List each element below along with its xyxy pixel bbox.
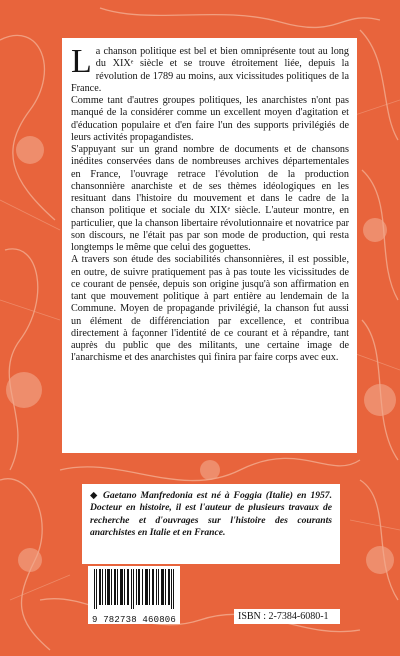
author-bio-panel	[82, 484, 340, 564]
barcode	[88, 566, 180, 624]
barcode-bars-icon	[92, 569, 176, 609]
isbn-label: ISBN : 2-7384-6080-1	[234, 609, 340, 624]
drop-cap: L	[71, 43, 92, 80]
author-bio-text: Gaetano Manfredonia est né à Foggia (Italie) en 1957. Docteur en histoire, il est l'auteur de plusieurs travaux de recherche et d'ouvrages sur l'histoire des courants anarchistes en Italie et en France.	[90, 490, 332, 539]
diamond-bullet-icon: ◆	[90, 490, 99, 501]
blurb-paragraph-2: Comme tant d'autres groupes politiques, les anarchistes n'ont pas manqué de la considérer comme un excellent moyen d'agitation et d'éducation populaire et d'en faire l'un des supports privilégiés de leurs activités propagandistes.	[71, 95, 349, 143]
barcode-number: 9 782738 460806	[92, 615, 177, 625]
blurb-paragraph-1	[71, 43, 349, 95]
blurb-paragraph-3: S'appuyant sur un grand nombre de documents et de chansons inédites conservées dans de nombreuses archives départementales en France, l'ouvrage retrace l'évolution de la production chansonnière anarchiste et de ses thèmes idéologiques en les resituant dans l'histoire du mouvement et dans le cadre de la chanson politique et sociale du XIXᵉ siècle. L'auteur montre, en particulier, que la chanson libertaire révolutionnaire et novatrice par son discours, ne l'était pas par son mode de production, qui resta longtemps le même que celui des goguettes.	[71, 144, 349, 253]
blurb-paragraph-4: A travers son étude des sociabilités chansonnières, il est possible, en outre, de suivre pratiquement pas à pas toute les vicissitudes de ce courant de pensée, depuis son origine jusqu'à son affirmation en tant que mouvement politique à part entière au lendemain de la Commune. Moyen de propagande privilégié, la chanson fut aussi un élément de différenciation par excellence, et contribua directement à façonner l'identité de ce courant et à répandre, tant auprès du public que des militants, une certaine image de l'anarchisme et des anarchistes qui finira par faire corps avec eux.	[71, 254, 349, 364]
blurb-panel	[62, 38, 357, 453]
blurb-paragraph-1-text: a chanson politique est bel et bien omniprésente tout au long du XIXᵉ siècle et se trouve étroitement liée, depuis la révolution de 1789 au moins, aux vicissitudes politiques de la France.	[71, 46, 349, 94]
